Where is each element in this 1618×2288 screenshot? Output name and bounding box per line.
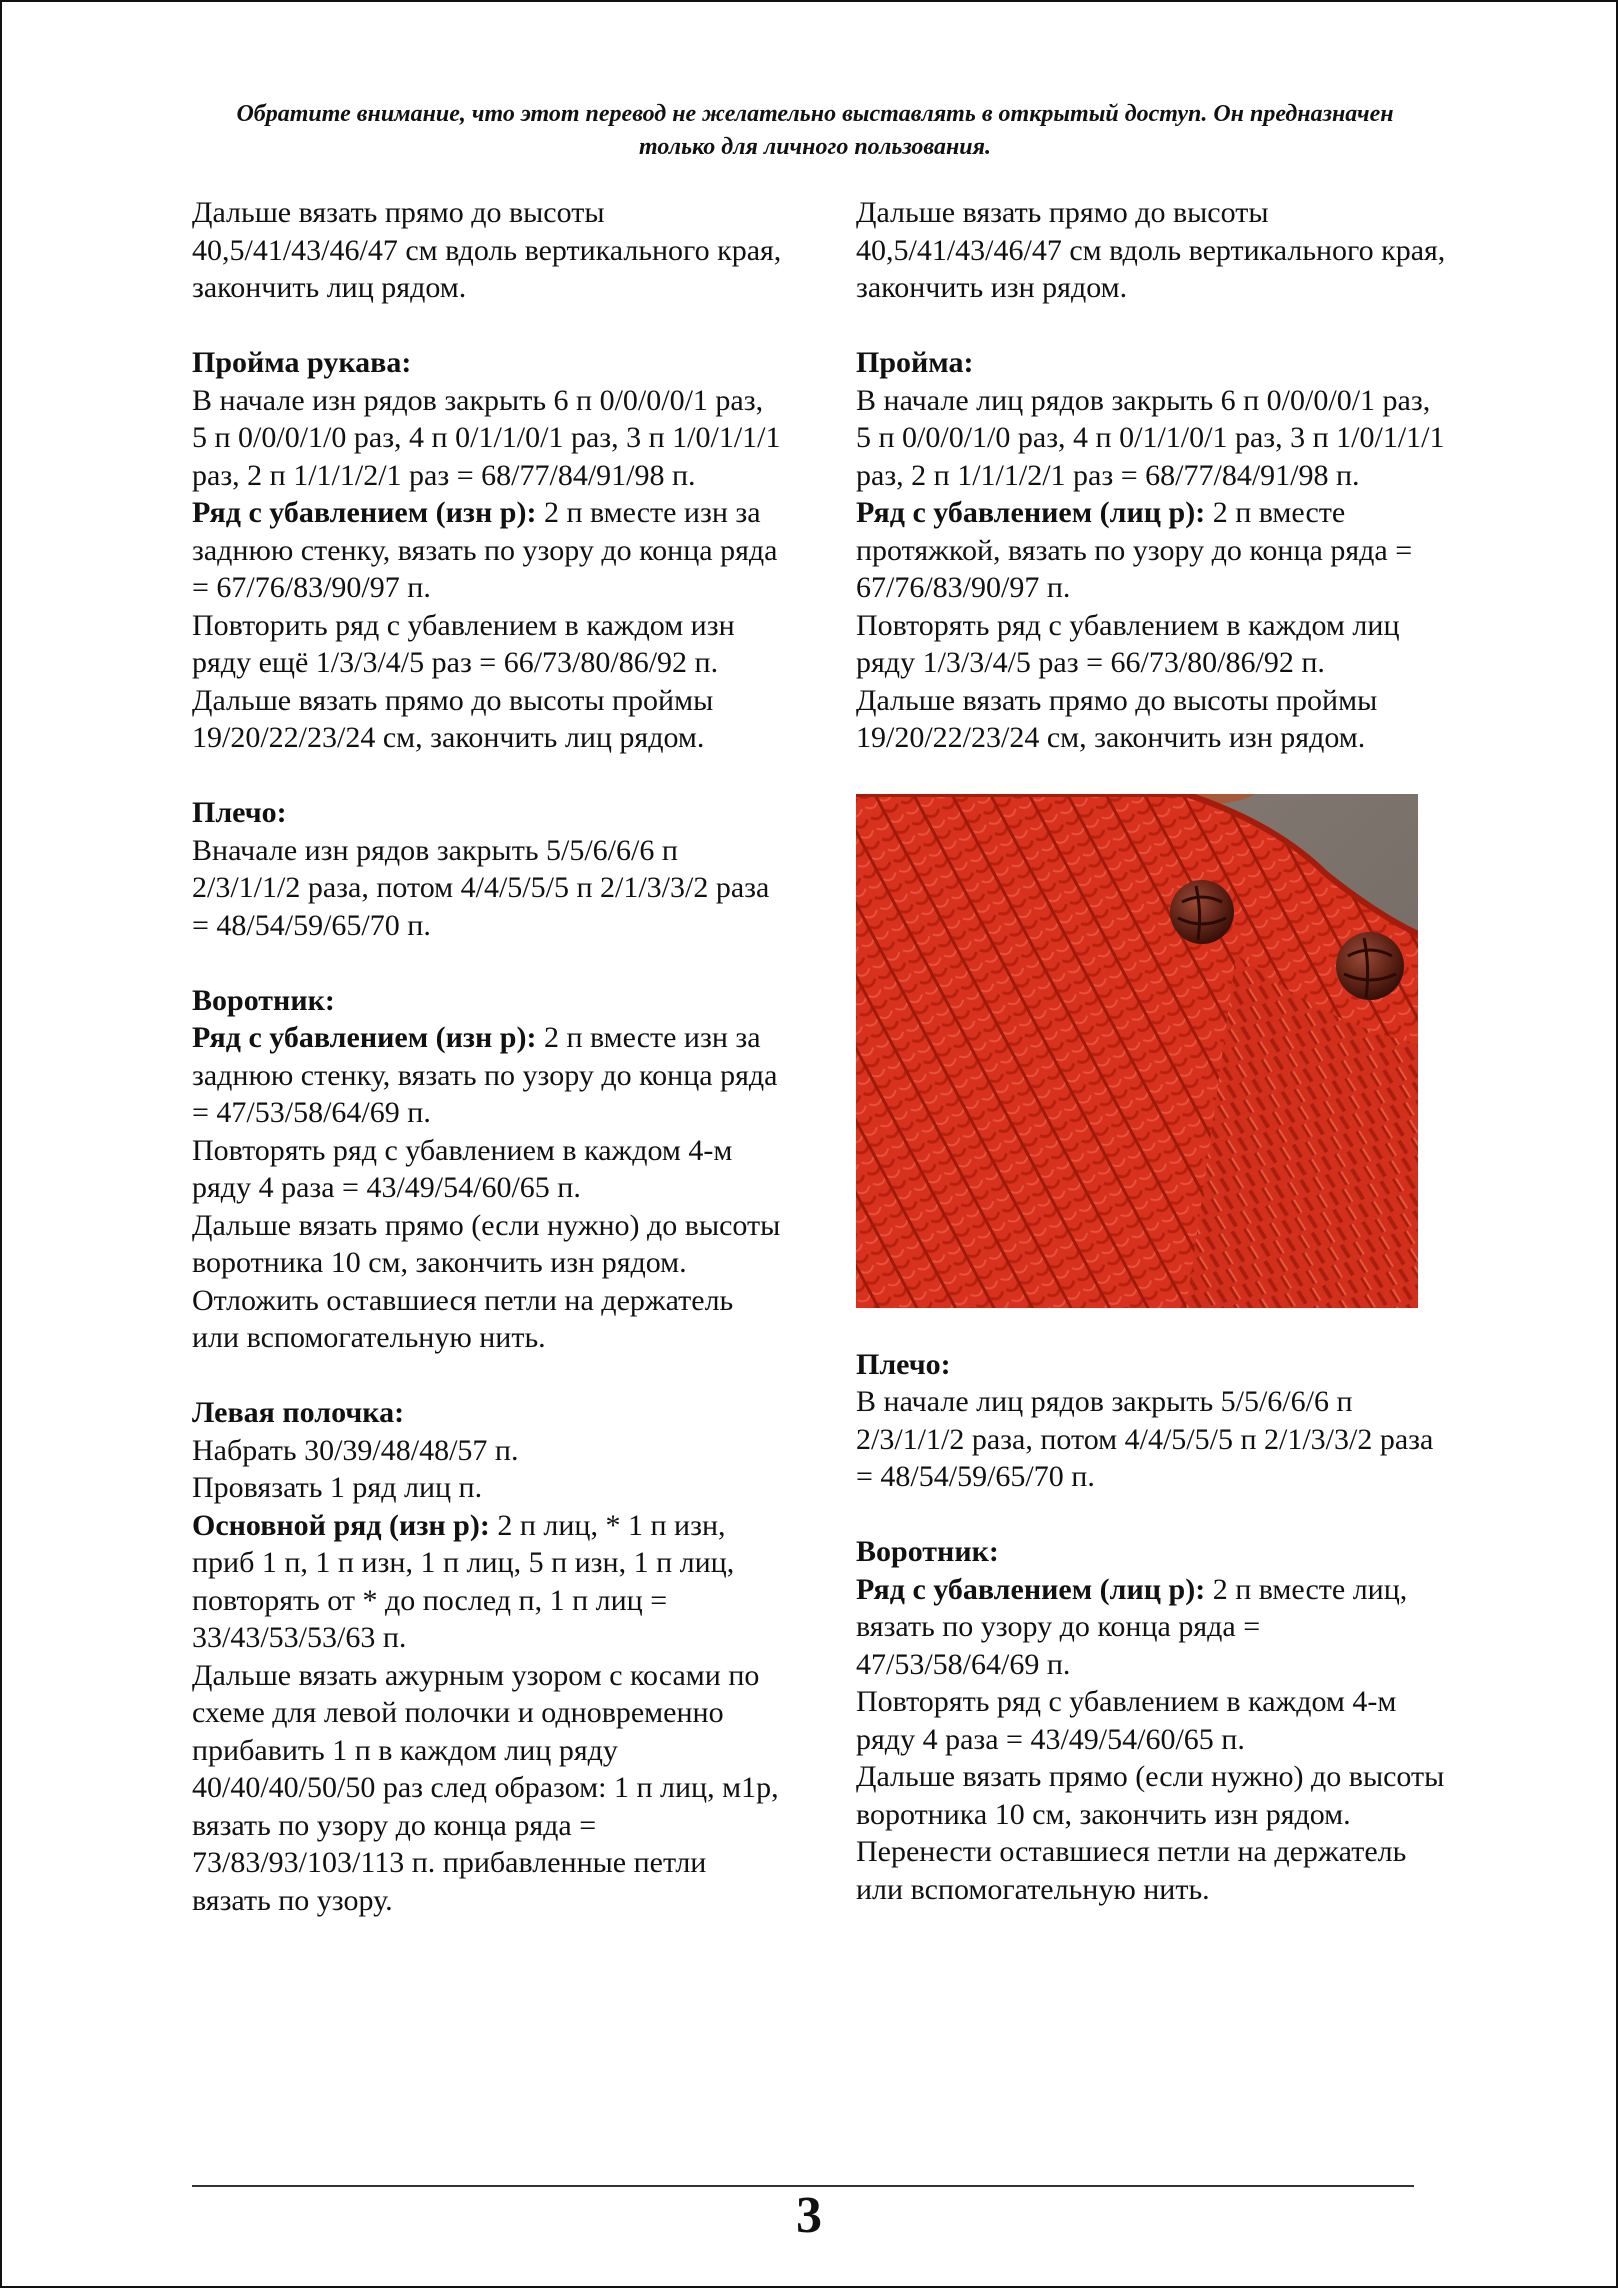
shoulder-heading: Плечо: <box>856 1347 951 1381</box>
shoulder-text: В начале лиц рядов закрыть 5/5/6/6/6 п 2/3/1/1/2 раза, потом 4/4/5/5/5 п 2/1/3/3/2 раза = 48/54/59/65/70 п. <box>856 1385 1434 1493</box>
left-front-heading: Левая полочка: <box>192 1396 405 1429</box>
armhole-text: В начале лиц рядов закрыть 6 п 0/0/0/0/1 раз, 5 п 0/0/0/1/0 раз, 4 п 0/1/1/0/1 раз, 3 п 1/0/1/1/1 раз, 2 п 1/1/1/2/1 раз = 68/77/84/91/98 п. <box>856 383 1445 492</box>
collar-decrease-label: Ряд с убавлением (изн р): <box>192 1021 537 1054</box>
hold-stitches-paragraph: Перенести оставшиеся петли на держатель или вспомогательную нить. <box>856 1835 1407 1906</box>
repeat-paragraph: Повторять ряд с убавлением в каждом лиц ряду 1/3/3/4/5 раз = 66/73/80/86/92 п. <box>856 608 1400 679</box>
cast-on-paragraph: Набрать 30/39/48/48/57 п. <box>192 1433 519 1467</box>
page-number: 3 <box>796 2187 822 2244</box>
decrease-row-label: Ряд с убавлением (изн р): <box>192 496 537 529</box>
decrease-row-label: Ряд с убавлением (лиц р): <box>856 496 1206 529</box>
armhole-text: В начале изн рядов закрыть 6 п 0/0/0/0/1 раз, 5 п 0/0/0/1/0 раз, 4 п 0/1/1/0/1 раз, 3 п 1/0/1/1/1 раз, 2 п 1/1/1/2/1 раз = 68/77/84/91/98 п. <box>192 383 781 492</box>
right-column <box>856 194 1446 1908</box>
repeat-paragraph: Повторить ряд с убавлением в каждом изн ряду ещё 1/3/3/4/5 раз = 66/73/80/86/92 п. <box>192 608 735 679</box>
left-column <box>192 194 782 1919</box>
collar-decrease-text: 2 п вместе изн за заднюю стенку, вязать по узору до конца ряда = 47/53/58/64/69 п. <box>192 1021 778 1129</box>
armhole-heading: Пройма рукава: <box>192 346 412 379</box>
collar-decrease-paragraph <box>856 1571 1446 1684</box>
decrease-row-paragraph <box>856 494 1446 607</box>
intro-paragraph: Дальше вязать прямо до высоты 40,5/41/43/46/47 см вдоль вертикального края, закончить лиц рядом. <box>192 196 782 304</box>
intro-paragraph: Дальше вязать прямо до высоты 40,5/41/43/46/47 см вдоль вертикального края, закончить изн рядом. <box>856 196 1446 304</box>
knit-sweater-photo <box>856 794 1418 1308</box>
collar-heading: Воротник: <box>192 983 335 1017</box>
collar-straight-paragraph: Дальше вязать прямо (если нужно) до высоты воротника 10 см, закончить изн рядом. <box>192 1208 781 1279</box>
collar-heading: Воротник: <box>856 1535 999 1568</box>
decrease-row-text: 2 п вместе изн за заднюю стенку, вязать по узору до конца ряда = 67/76/83/90/97 п. <box>192 496 778 604</box>
main-row-paragraph <box>192 1507 782 1657</box>
collar-repeat-paragraph: Повторять ряд с убавлением в каждом 4-м ряду 4 раза = 43/49/54/60/65 п. <box>192 1133 733 1204</box>
collar-decrease-paragraph <box>192 1019 782 1132</box>
privacy-notice: Обратите внимание, что этот перевод не желательно выставлять в открытый доступ. Он предназначен только для личного пользования. <box>236 101 1394 160</box>
collar-decrease-text: 2 п вместе лиц, вязать по узору до конца ряда = 47/53/58/64/69 п. <box>856 1572 1408 1681</box>
collar-straight-paragraph: Дальше вязать прямо (если нужно) до высоты воротника 10 см, закончить изн рядом. <box>856 1760 1445 1831</box>
lace-pattern-paragraph: Дальше вязать ажурным узором с косами по схеме для левой полочки и одновременно прибавить 1 п в каждом лиц ряду 40/40/40/50/50 раз след образом: 1 п лиц, м1р, вязать по узору до конца ряда = 73/83/93/103/113 п. прибавленные петли вязать по узору. <box>192 1658 779 1917</box>
main-row-text: 2 п лиц, * 1 п изн, приб 1 п, 1 п изн, 1 п лиц, 5 п изн, 1 п лиц, повторять от * до послед п, 1 п лиц = 33/43/53/53/63 п. <box>192 1508 735 1654</box>
collar-decrease-label: Ряд с убавлением (лиц р): <box>856 1572 1206 1606</box>
main-row-label: Основной ряд (изн р): <box>192 1508 490 1542</box>
straight-paragraph: Дальше вязать прямо до высоты проймы 19/20/22/23/24 см, закончить изн рядом. <box>856 683 1378 754</box>
knit-row-paragraph: Провязать 1 ряд лиц п. <box>192 1471 483 1504</box>
shoulder-heading: Плечо: <box>192 796 287 829</box>
hold-stitches-paragraph: Отложить оставшиеся петли на держатель или вспомогательную нить. <box>192 1283 734 1354</box>
shoulder-text: Вначале изн рядов закрыть 5/5/6/6/6 п 2/3/1/1/2 раза, потом 4/4/5/5/5 п 2/1/3/3/2 раза = 48/54/59/65/70 п. <box>192 833 770 942</box>
decrease-row-paragraph <box>192 494 782 607</box>
armhole-heading: Пройма: <box>856 346 974 379</box>
straight-paragraph: Дальше вязать прямо до высоты проймы 19/20/22/23/24 см, закончить лиц рядом. <box>192 683 714 754</box>
decrease-row-text: 2 п вместе протяжкой, вязать по узору до конца ряда = 67/76/83/90/97 п. <box>856 496 1413 604</box>
collar-repeat-paragraph: Повторять ряд с убавлением в каждом 4-м ряду 4 раза = 43/49/54/60/65 п. <box>856 1685 1397 1756</box>
